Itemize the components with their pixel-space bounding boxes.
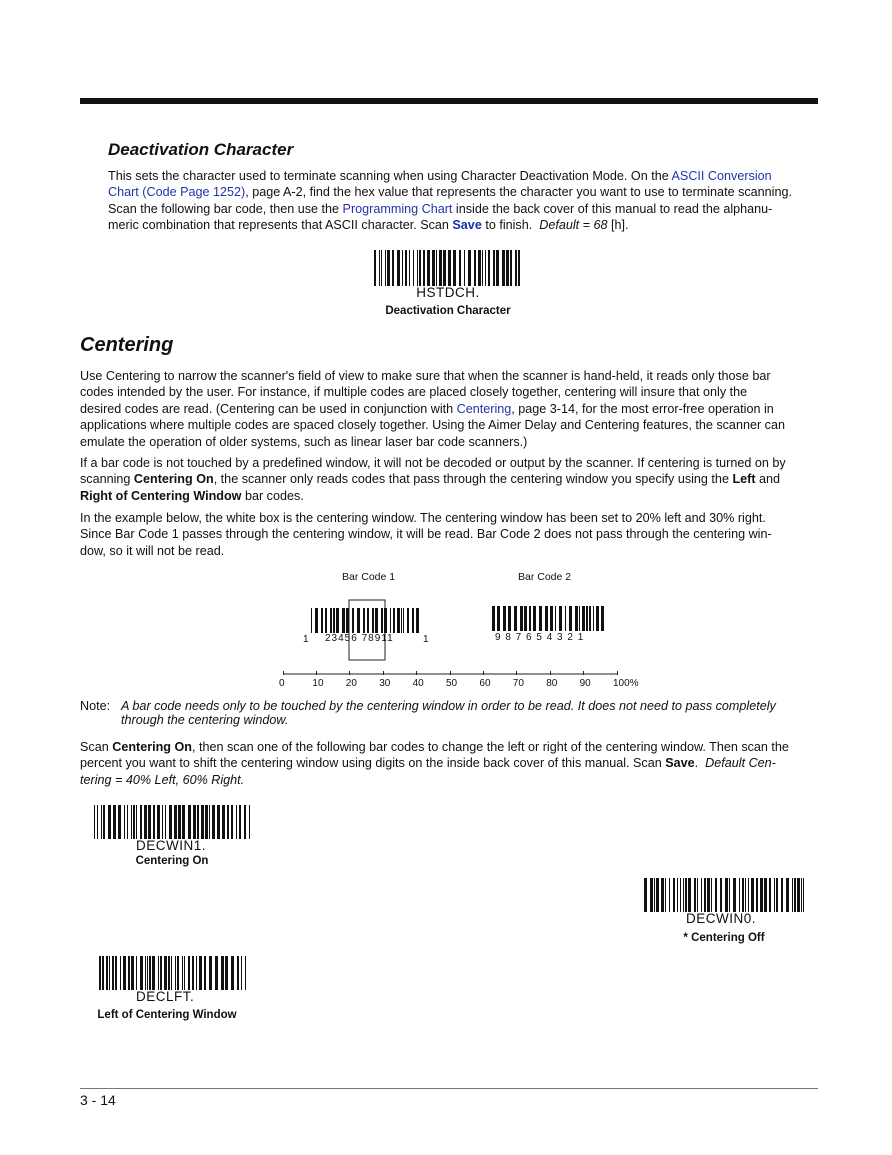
text: , then scan one of the following bar codes to change the left or right of the centering window. Then scan the [191,740,789,754]
default-value-cont: tering = 40% Left, 60% Right. [80,772,245,787]
axis-tick [483,671,484,675]
text: , the scanner only reads codes that pass through the centering window you specify using the [213,472,733,487]
barcode-bars [94,805,254,839]
text: Scan the following bar code, then use the [108,201,343,216]
barcode-centering-off[interactable] [640,878,808,926]
text-line: Since Bar Code 1 passes through the centering window, it will be read. Bar Code 2 does not pass through the centering win- [80,527,772,542]
text-line: codes intended by the user. For instance, if multiple codes are placed closely together, centering will insure that only the [80,385,748,400]
bar-code-1-digit-left: 1 [303,634,309,645]
barcode-caption: Left of Centering Window [97,1009,237,1021]
text: [h]. [607,218,629,233]
text: and [755,472,781,487]
bold-text: Right of Centering Window [80,488,242,503]
text-line: dow, so it will not be read. [80,543,225,558]
axis-tick-label: 60 [479,678,491,689]
barcode-bars [644,878,804,912]
barcode-bars [99,956,249,990]
ascii-chart-link[interactable]: ASCII Conversion [671,169,772,183]
text: bar codes. [241,488,304,503]
bar-code-1-label: Bar Code 1 [342,571,396,583]
axis-tick-label: 90 [579,678,591,689]
save-link[interactable]: Save [452,218,482,233]
centering-paragraph-4 [80,739,820,788]
axis-tick-label: 80 [546,678,558,689]
barcode-caption: Centering On [135,855,209,867]
text-line: through the centering window. [121,713,289,727]
axis-tick [383,671,384,675]
text: Scan [80,740,113,754]
axis-tick-label: 100% [613,678,639,689]
text: percent you want to shift the centering window using digits on the inside back cover of this manual. Scan [80,756,666,771]
bar-code-2-label: Bar Code 2 [518,571,572,583]
bold-text: Centering On [112,740,192,754]
header-rule [80,98,818,104]
centering-paragraph-1 [80,368,820,450]
barcode-text: DECWIN0. [686,911,757,926]
bar-code-2-digits: 9 8 7 6 5 4 3 2 1 [495,632,585,643]
bar-code-1-bars [311,608,419,633]
text-line: In the example below, the white box is the centering window. The centering window has been set to 20% left and 30% right. [80,511,766,525]
text: , page 3-14, for the most error-free operation in [511,401,774,416]
deactivation-paragraph [108,168,828,234]
axis-tick [416,671,417,675]
axis-tick [516,671,517,675]
default-value: Default Cen- [705,756,776,771]
axis-tick-label: 70 [512,678,524,689]
axis-tick-label: 20 [345,678,357,689]
axis-tick [316,671,317,675]
barcode-centering-on[interactable] [90,805,258,853]
footer-rule [80,1088,818,1089]
barcode-text: DECLFT. [136,989,195,1004]
bar-code-1-digits: 23456 78911 [325,633,394,644]
text: This sets the character used to terminate scanning when using Character Deactivation Mode. On the [108,169,672,183]
text: . [694,756,699,771]
axis-tick [450,671,451,675]
bar-code-1-digit-right: 1 [423,634,429,645]
barcode-left-of-centering-window[interactable] [90,956,258,1004]
text-line: emulate the operation of older systems, such as linear laser bar code scanners.) [80,434,528,449]
barcode-deactivation[interactable] [368,250,528,300]
axis-tick [283,671,284,675]
note-label: Note: [80,699,111,713]
barcode-bars [374,250,522,286]
text: desired codes are read. (Centering can be used in conjunction with [80,401,457,416]
page-number: 3 - 14 [80,1092,116,1108]
programming-chart-link[interactable]: Programming Chart [342,201,453,216]
centering-paragraph-3 [80,510,820,559]
axis-tick-label: 0 [279,678,285,689]
axis-tick-label: 30 [379,678,391,689]
text: to finish. [481,218,533,233]
axis-tick [583,671,584,675]
bold-text: Left [732,472,756,487]
barcode-text: DECWIN1. [136,838,207,853]
text: , page A-2, find the hex value that represents the character you want to use to terminate scanning. [245,185,792,200]
default-value: Default = 68 [539,218,608,233]
text-line: applications where multiple codes are spaced closely together. Using the Aimer Delay and Centering features, the scanner can [80,418,785,433]
ascii-chart-link-cont[interactable]: Chart (Code Page 1252) [108,185,246,200]
axis-tick-label: 10 [312,678,324,689]
text: scanning [80,472,134,487]
text: inside the back cover of this manual to read the alphanu- [452,201,773,216]
bold-text: Centering On [133,472,214,487]
axis-tick [349,671,350,675]
bar-code-2-bars [492,606,604,631]
text: meric combination that represents that ASCII character. Scan [108,218,453,233]
section-title-centering: Centering [80,334,174,356]
text-line: If a bar code is not touched by a predefined window, it will not be decoded or output by the scanner. If centering is turned on by [80,456,786,470]
bold-text: Save [665,756,695,771]
barcode-text: HSTDCH. [416,285,480,300]
axis-tick-label: 40 [412,678,424,689]
note-text [121,699,821,727]
text-line: Use Centering to narrow the scanner's field of view to make sure that when the scanner is hand-held, it reads only those bar [80,369,771,383]
axis-tick-label: 50 [446,678,458,689]
axis-tick [550,671,551,675]
section-title-deactivation: Deactivation Character [108,140,294,159]
centering-paragraph-2 [80,455,820,504]
centering-link[interactable]: Centering [456,401,512,416]
barcode-caption: Deactivation Character [385,305,511,317]
text-line: A bar code needs only to be touched by the centering window in order to be read. It does not need to pass completely [121,699,776,713]
barcode-caption: * Centering Off [683,932,765,944]
axis-tick [617,671,618,675]
